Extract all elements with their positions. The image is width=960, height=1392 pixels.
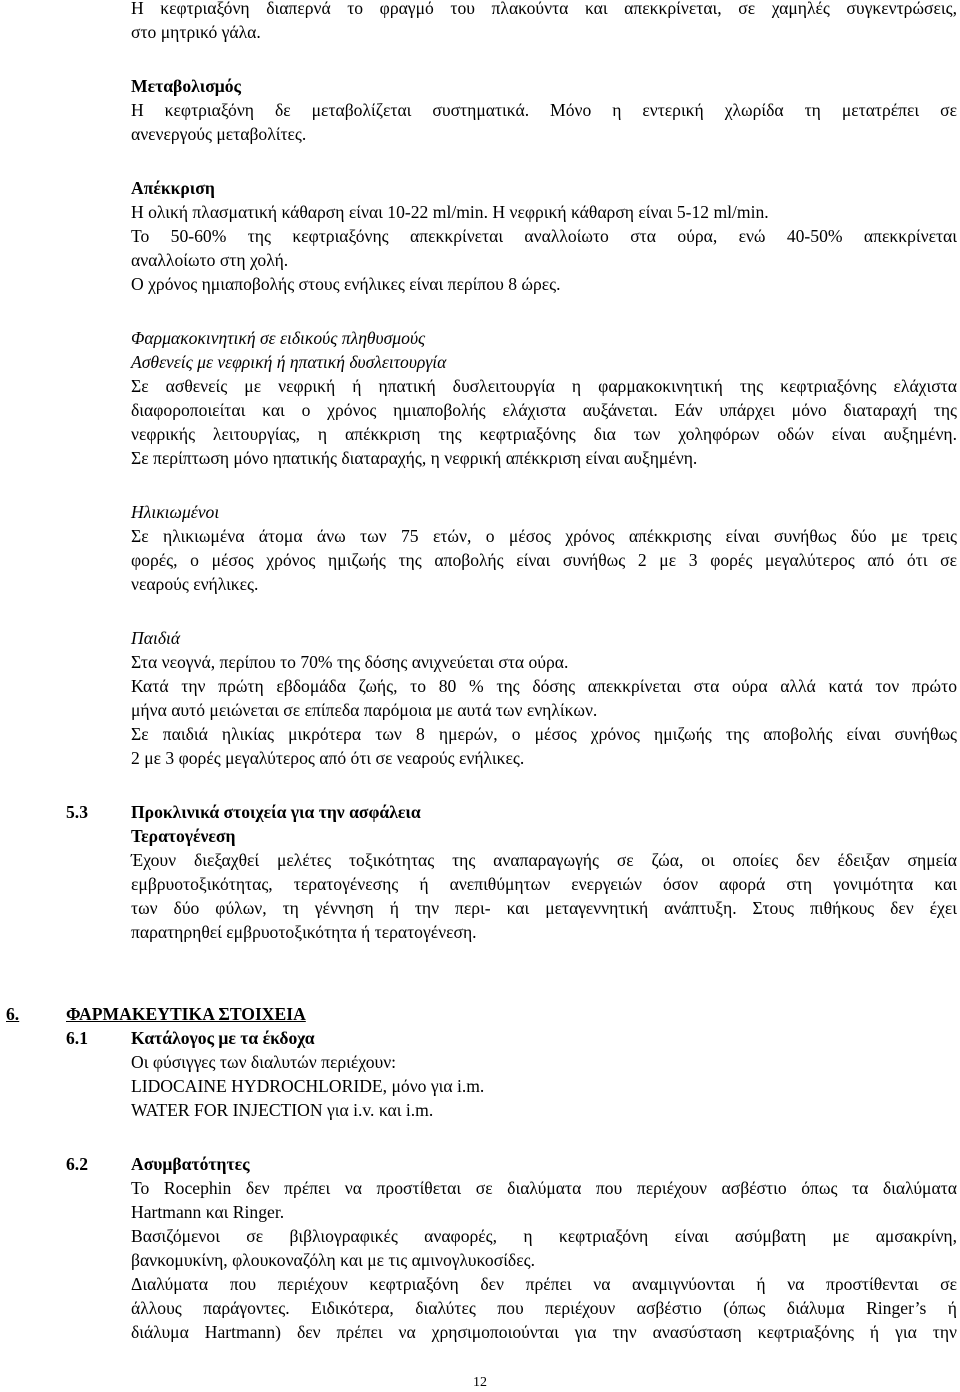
subheading-children: Παιδιά: [131, 628, 181, 648]
paragraph-line: Έχουν διεξαχθεί μελέτες τοξικότητας της αναπαραγωγής σε ζώα, οι οποίες δεν έδειξαν σημεία: [131, 850, 957, 870]
section-title-preclinical: Προκλινικά στοιχεία για την ασφάλεια: [131, 802, 421, 822]
section-heading-metabolism: Μεταβολισμός: [131, 76, 241, 96]
section-heading-excretion: Απέκκριση: [131, 178, 215, 198]
paragraph-line: Ο χρόνος ημιαποβολής στους ενήλικες είναι περίπου 8 ώρες.: [131, 274, 561, 294]
paragraph-line: ανενεργούς μεταβολίτες.: [131, 124, 307, 144]
paragraph-line: WATER FOR INJECTION για i.v. και i.m.: [131, 1100, 434, 1120]
paragraph-line: Κατά την πρώτη εβδομάδα ζωής, το 80 % της δόσης απεκκρίνεται στα ούρα αλλά κατά τον πρώτο: [131, 676, 957, 696]
paragraph-line: αναλλοίωτο στη χολή.: [131, 250, 289, 270]
paragraph-line: Το 50-60% της κεφτριαξόνης απεκκρίνεται αναλλοίωτο στα ούρα, ενώ 40-50% απεκκρίνεται: [131, 226, 957, 246]
section-title-pharmaceutical: ΦΑΡΜΑΚΕΥΤΙΚΑ ΣΤΟΙΧΕΙΑ: [66, 1004, 306, 1024]
paragraph-line: Διαλύματα που περιέχουν κεφτριαξόνη δεν πρέπει να αναμιγνύονται ή να προστίθενται σε: [131, 1274, 957, 1294]
paragraph-line: διαφοροποιείται και ο χρόνος ημιαποβολής ελάχιστα αυξάνεται. Εάν υπάρχει μόνο διαταραχή της: [131, 400, 957, 420]
paragraph-line: Σε παιδιά ηλικίας μικρότερα των 8 ημερών, ο μέσος χρόνος ημιζωής της αποβολής είναι συνήθως: [131, 724, 957, 744]
section-number: 6.: [6, 1004, 20, 1024]
paragraph-line: Η κεφτριαξόνη δε μεταβολίζεται συστηματικά. Μόνο η εντερική χλωρίδα τη μετατρέπει σε: [131, 100, 957, 120]
paragraph-line: παρατηρηθεί εμβρυοτοξικότητα ή τερατογένεση.: [131, 922, 477, 942]
subheading-teratogenesis: Τερατογένεση: [131, 826, 236, 846]
paragraph-line: στο μητρικό γάλα.: [131, 22, 261, 42]
paragraph-line: βανκομυκίνη, φλουκοναζόλη και με τις αμινογλυκοσίδες.: [131, 1250, 535, 1270]
section-number: 6.1: [66, 1028, 88, 1048]
paragraph-line: Οι φύσιγγες των διαλυτών περιέχουν:: [131, 1052, 397, 1072]
paragraph-line: Το Rocephin δεν πρέπει να προστίθεται σε διαλύματα που περιέχουν ασβέστιο όπως τα διαλύματα: [131, 1178, 957, 1198]
section-title-incompatibilities: Ασυμβατότητες: [131, 1154, 250, 1174]
section-number: 5.3: [66, 802, 88, 822]
paragraph-line: Σε ασθενείς με νεφρική ή ηπατική δυσλειτουργία η φαρμακοκινητική της κεφτριαξόνης ελάχιστα: [131, 376, 957, 396]
paragraph-line: νεφρικής λειτουργίας, η απέκκριση της κεφτριαξόνης δια των χοληφόρων οδών είναι αυξημένη.: [131, 424, 957, 444]
paragraph-line: Η κεφτριαξόνη διαπερνά το φραγμό του πλακούντα και απεκκρίνεται, σε χαμηλές συγκεντρώσεις,: [131, 0, 957, 18]
paragraph-line: μήνα αυτό μειώνεται σε επίπεδα παρόμοια με αυτά των ενηλίκων.: [131, 700, 598, 720]
section-number: 6.2: [66, 1154, 88, 1174]
paragraph-line: Βασιζόμενοι σε βιβλιογραφικές αναφορές, η κεφτριαξόνη είναι ασύμβατη με αμσακρίνη,: [131, 1226, 957, 1246]
paragraph-line: των δύο φύλων, τη γέννηση ή την περι- και μεταγεννητική ανάπτυξη. Στους πιθήκους δεν έχει: [131, 898, 957, 918]
paragraph-line: νεαρούς ενήλικες.: [131, 574, 259, 594]
subheading-elderly: Ηλικιωμένοι: [131, 502, 220, 522]
paragraph-line: Σε ηλικιωμένα άτομα άνω των 75 ετών, ο μέσος χρόνος απέκκρισης είναι συνήθως δύο με τρεις: [131, 526, 957, 546]
paragraph-line: εμβρυοτοξικότητας, τερατογένεσης ή ανεπιθύμητων ενεργειών όσον αφορά στη γονιμότητα και: [131, 874, 957, 894]
paragraph-line: 2 με 3 φορές μεγαλύτερος από ότι σε νεαρούς ενήλικες.: [131, 748, 525, 768]
paragraph-line: διάλυμα Hartmann) δεν πρέπει να χρησιμοποιούνται για την ανασύσταση κεφτριαξόνης ή για την: [131, 1322, 957, 1342]
paragraph-line: Η ολική πλασματική κάθαρση είναι 10-22 ml/min. Η νεφρική κάθαρση είναι 5-12 ml/min.: [131, 202, 769, 222]
paragraph-line: LIDOCAINE HYDROCHLORIDE, μόνο για i.m.: [131, 1076, 485, 1096]
paragraph-line: φορές, ο μέσος χρόνος ημιζωής της αποβολής είναι συνήθως 2 με 3 φορές μεγαλύτερος από ότι σε: [131, 550, 957, 570]
section-heading-special-populations: Φαρμακοκινητική σε ειδικούς πληθυσμούς: [131, 328, 426, 348]
paragraph-line: Hartmann και Ringer.: [131, 1202, 285, 1222]
section-title-excipients: Κατάλογος με τα έκδοχα: [131, 1028, 315, 1048]
subheading-renal-hepatic: Ασθενείς με νεφρική ή ηπατική δυσλειτουργία: [131, 352, 447, 372]
page-number: 12: [473, 1375, 487, 1390]
paragraph-line: Στα νεογνά, περίπου το 70% της δόσης ανιχνεύεται στα ούρα.: [131, 652, 569, 672]
paragraph-line: Σε περίπτωση μόνο ηπατικής διαταραχής, η νεφρική απέκκριση είναι αυξημένη.: [131, 448, 698, 468]
paragraph-line: άλλους παράγοντες. Ειδικότερα, διαλύτες που περιέχουν ασβέστιο (όπως διάλυμα Ringer’s ή: [131, 1298, 957, 1318]
